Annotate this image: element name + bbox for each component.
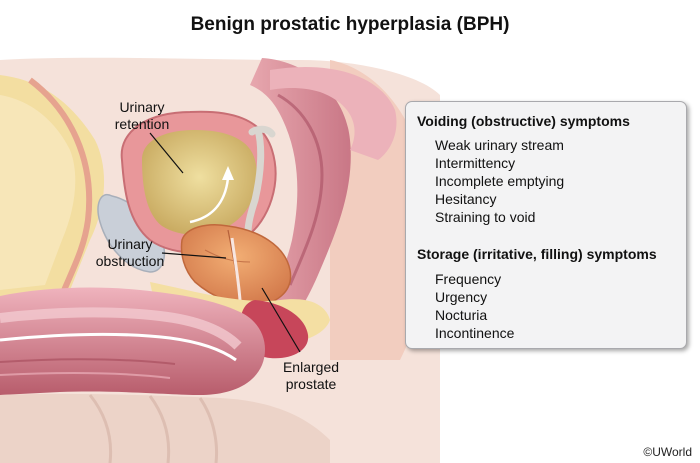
storage-item: Incontinence: [435, 325, 515, 341]
label-urinary-retention: [98, 99, 186, 133]
storage-list: [435, 270, 514, 342]
voiding-list: [435, 136, 564, 226]
voiding-item: Straining to void: [435, 209, 536, 225]
label-urinary-retention-line2: retention: [114, 116, 170, 132]
label-enlarged-prostate-line2: prostate: [285, 376, 337, 392]
storage-item: Nocturia: [435, 307, 488, 323]
voiding-heading: Voiding (obstructive) symptoms: [417, 113, 630, 129]
voiding-item: Weak urinary stream: [435, 137, 564, 153]
label-urinary-obstruction: [82, 236, 178, 270]
storage-item: Urgency: [435, 289, 488, 305]
voiding-item: Incomplete emptying: [435, 173, 565, 189]
symptoms-panel: [405, 101, 687, 349]
storage-item: Frequency: [435, 271, 502, 287]
voiding-item: Intermittency: [435, 155, 516, 171]
label-enlarged-prostate: [268, 359, 354, 393]
label-urinary-retention-line1: Urinary: [119, 99, 165, 115]
storage-heading: Storage (irritative, filling) symptoms: [417, 246, 657, 262]
voiding-item: Hesitancy: [435, 191, 497, 207]
label-urinary-obstruction-line1: Urinary: [107, 236, 153, 252]
diagram-title: Benign prostatic hyperplasia (BPH): [190, 14, 510, 35]
label-enlarged-prostate-line1: Enlarged: [282, 359, 340, 375]
copyright-notice: ©UWorld: [643, 445, 692, 459]
label-urinary-obstruction-line2: obstruction: [95, 253, 165, 269]
